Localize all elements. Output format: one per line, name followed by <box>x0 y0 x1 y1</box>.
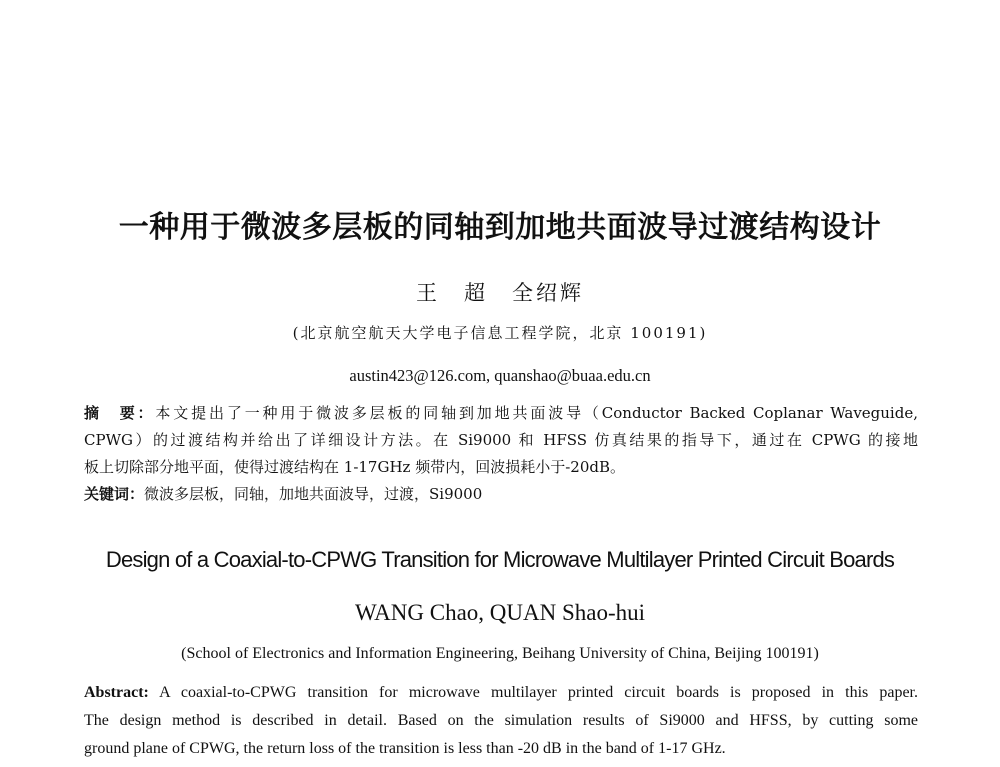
english-abstract-line <box>84 735 918 763</box>
english-abstract-line <box>84 707 918 735</box>
english-abstract-line <box>84 679 918 707</box>
chinese-keywords-text: 微波多层板，同轴，加地共面波导，过渡，Si9000 <box>144 485 483 503</box>
english-authors: WANG Chao, QUAN Shao-hui <box>354 600 646 625</box>
english-abstract-text: ground plane of CPWG, the return loss of the transition is less than -20 dB in the band of 1-17 GHz. <box>84 740 726 757</box>
author-emails: austin423@126.com, quanshao@buaa.edu.cn <box>349 366 651 385</box>
english-abstract <box>84 679 918 763</box>
english-abstract-text: A coaxial-to-CPWG transition for microwave multilayer printed circuit boards is proposed in this paper. <box>159 684 918 701</box>
chinese-abstract-text: 本文提出了一种用于微波多层板的同轴到加地共面波导（Conductor Backed Coplanar Waveguide, <box>155 404 918 422</box>
english-title: Design of a Coaxial-to-CPWG Transition for Microwave Multilayer Printed Circuit Boards <box>105 547 895 572</box>
chinese-abstract-line <box>84 400 918 427</box>
english-abstract-label: Abstract: <box>84 684 149 701</box>
chinese-title: 一种用于微波多层板的同轴到加地共面波导过渡结构设计 <box>118 210 882 245</box>
chinese-abstract <box>84 400 918 508</box>
chinese-abstract-label: 摘 要： <box>84 404 156 422</box>
chinese-keywords <box>84 481 918 508</box>
chinese-keywords-label: 关键词： <box>84 485 145 503</box>
chinese-abstract-line <box>84 454 918 481</box>
chinese-abstract-text: CPWG）的过渡结构并给出了详细设计方法。在 Si9000 和 HFSS 仿真结果的指导下，通过在 CPWG 的接地 <box>84 431 918 449</box>
chinese-abstract-text: 板上切除部分地平面，使得过渡结构在 1-17GHz 频带内，回波损耗小于-20dB。 <box>84 458 625 476</box>
english-affiliation: (School of Electronics and Information Engineering, Beihang University of China, Beijing 100191) <box>181 645 819 662</box>
english-abstract-text: The design method is described in detail. Based on the simulation results of Si9000 and HFSS, by cutting some <box>84 712 918 729</box>
chinese-authors: 王 超 全绍辉 <box>416 281 584 305</box>
chinese-affiliation: (北京航空航天大学电子信息工程学院，北京 100191) <box>292 324 708 342</box>
chinese-abstract-line <box>84 427 918 454</box>
